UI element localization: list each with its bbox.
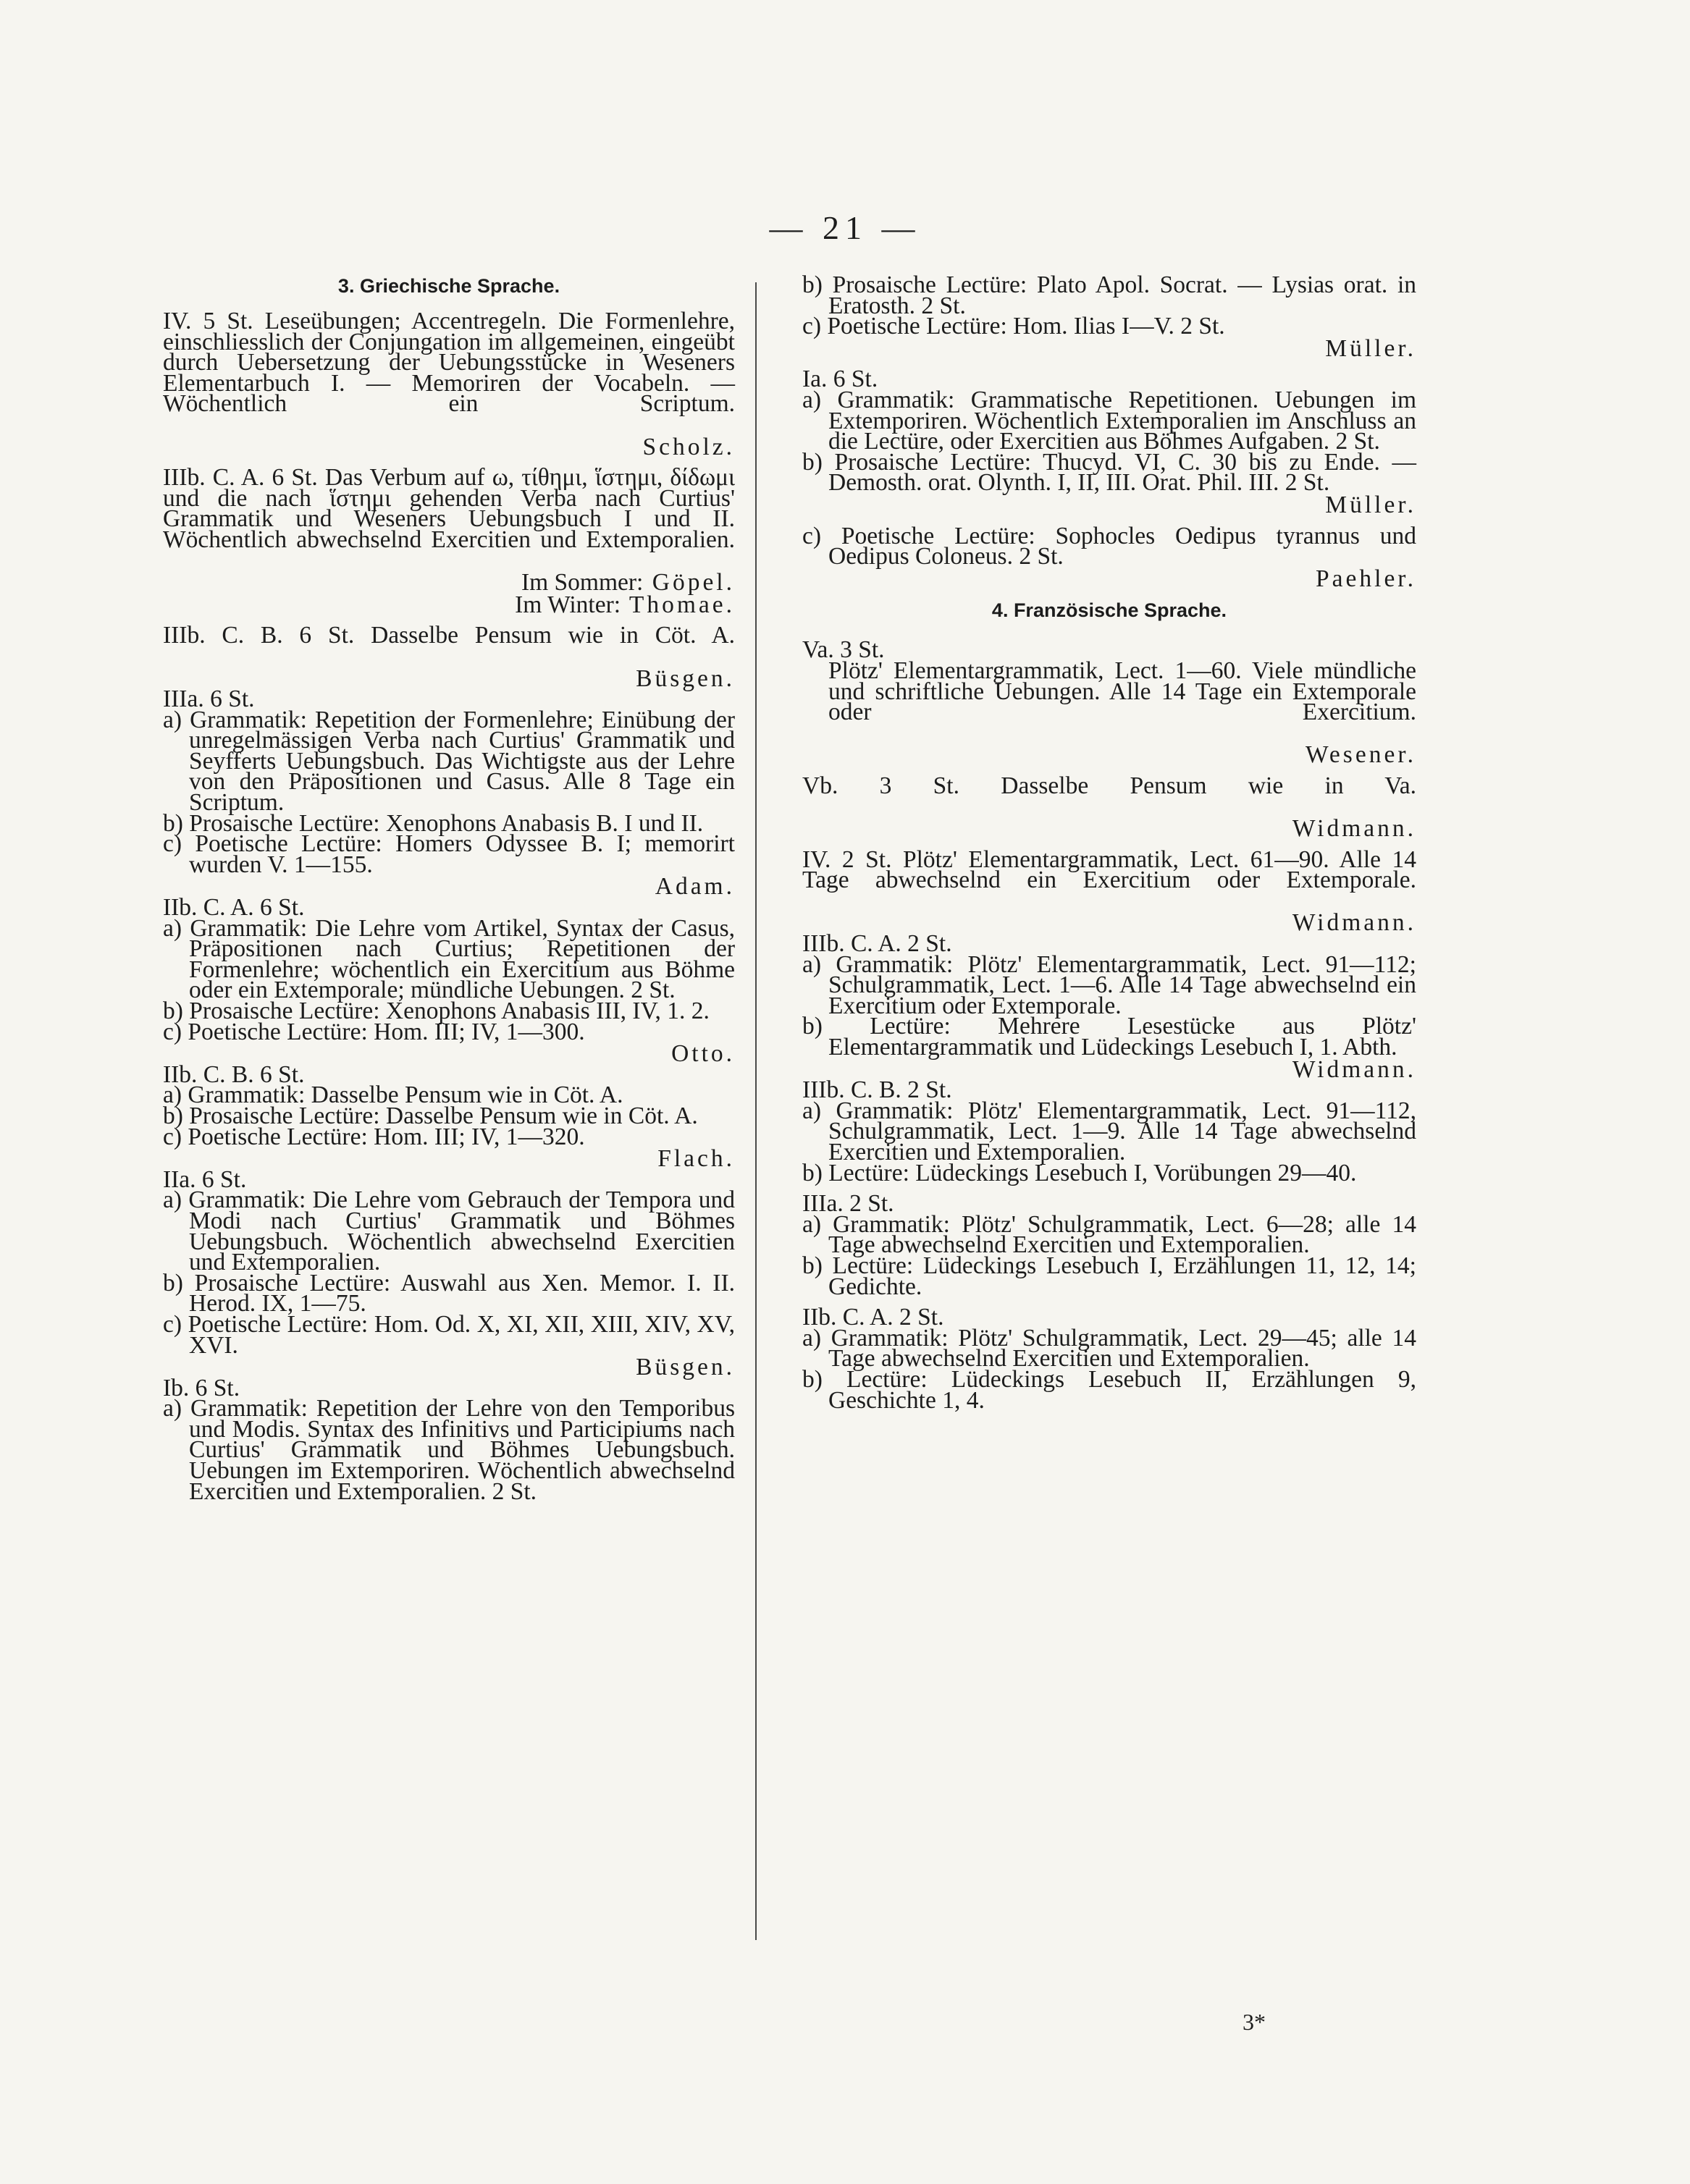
item-iiia-b: b) Lectüre: Lüdeckings Lesebuch I, Erzählungen 11, 12, 14; Gedichte. bbox=[802, 1252, 1416, 1300]
teacher-signature: Widmann. bbox=[1292, 1055, 1416, 1083]
section-head-iiib-ca: IIIb. C. A. 2 St. bbox=[802, 930, 952, 958]
item-iiib-ca-a: a) Grammatik: Plötz' Elementargrammatik, Lect. 91—112; Schulgrammatik, Lect. 1—6. Alle 14 Tage abwechselnd ein Exercitium oder Extemporale. bbox=[802, 950, 1416, 1019]
item-iiib-cb-b: b) Lectüre: Lüdeckings Lesebuch I, Vorübungen 29—40. bbox=[802, 1159, 1357, 1186]
item-iia-c: c) Poetische Lectüre: Hom. Od. X, XI, XII, XIII, XIV, XV, XVI. bbox=[163, 1310, 735, 1359]
paragraph-iiib-ca: IIIb. C. A. 6 St. Das Verbum auf ω, τίθημι, ἵστημι, δίδωμι und die nach ἵστημι gehenden Verba nach Curtius' Grammatik und Weseners Uebungsbuch I und II. Wöchentlich abwechselnd Exercitien und Extemporalien. bbox=[163, 464, 735, 553]
item-iiia-b: b) Prosaische Lectüre: Xenophons Anabasis B. I und II. bbox=[163, 809, 704, 837]
section-heading-greek: 3. Griechische Sprache. bbox=[337, 275, 560, 297]
item-iib-ca-c: c) Poetische Lectüre: Hom. III; IV, 1—300. bbox=[163, 1018, 585, 1045]
teacher-signature: Paehler. bbox=[1316, 565, 1416, 592]
item-iiia-a: a) Grammatik: Repetition der Formenlehre; Einübung der unregelmässigen Verba nach Curtius' Grammatik und Seyfferts Uebungsbuch. Das Wichtigste aus der Lehre von den Präpositionen und Casus. Alle 8 Tage ein Scriptum. bbox=[163, 706, 735, 817]
item-ib-b: b) Prosaische Lectüre: Plato Apol. Socrat. — Lysias orat. in Eratosth. 2 St. bbox=[802, 271, 1416, 319]
item-ia-c: c) Poetische Lectüre: Sophocles Oedipus tyrannus und Oedipus Coloneus. 2 St. bbox=[802, 522, 1416, 570]
item-iib-ca-b: b) Lectüre: Lüdeckings Lesebuch II, Erzählungen 9, Geschichte 1, 4. bbox=[802, 1365, 1416, 1414]
paragraph-iiib-cb: IIIb. C. B. 6 St. Dasselbe Pensum wie in Cöt. A. bbox=[163, 622, 735, 649]
column-divider bbox=[755, 282, 757, 1940]
folio-mark: 3* bbox=[1243, 2009, 1266, 2035]
item-ia-a: a) Grammatik: Grammatische Repetitionen. Uebungen im Extemporiren. Wöchentlich Extemporalien im Anschluss an die Lectüre, oder Exercitien aus Böhmes Aufgaben. 2 St. bbox=[802, 386, 1416, 455]
section-head-iiia: IIIa. 2 St. bbox=[802, 1190, 894, 1218]
item-ib-a: a) Grammatik: Repetition der Lehre von den Temporibus und Modis. Syntax des Infinitivs und Participiums nach Curtius' Grammatik und Böhmes Uebungsbuch. Uebungen im Extemporiren. Wöchentlich abwechselnd Exercitien und Extemporalien. 2 St. bbox=[163, 1395, 735, 1505]
section-head-iiia: IIIa. 6 St. bbox=[163, 686, 255, 713]
item-iib-ca-a: a) Grammatik: Die Lehre vom Artikel, Syntax der Casus, Präpositionen nach Curtius; Repetitionen der Formenlehre; wöchentlich ein Exercitium aus Böhme oder ein Extemporale; mündliche Uebungen. 2 St. bbox=[163, 914, 735, 1004]
item-iiia-c: c) Poetische Lectüre: Homers Odyssee B. I; memorirt wurden V. 1—155. bbox=[163, 830, 735, 878]
item-iiia-a: a) Grammatik: Plötz' Schulgrammatik, Lect. 6—28; alle 14 Tage abwechselnd Exercitien und Extemporalien. bbox=[802, 1210, 1416, 1259]
section-head-ib: Ib. 6 St. bbox=[163, 1374, 240, 1401]
teacher-signature: Adam. bbox=[655, 873, 735, 901]
item-ia-b: b) Prosaische Lectüre: Thucyd. VI, C. 30 bis zu Ende. — Demosth. orat. Olynth. I, II, III. Orat. Phil. III. 2 St. bbox=[802, 448, 1416, 497]
item-iib-cb-b: b) Prosaische Lectüre: Dasselbe Pensum wie in Cöt. A. bbox=[163, 1102, 698, 1129]
teacher-signature: Flach. bbox=[657, 1145, 735, 1173]
item-iiib-ca-b: b) Lectüre: Mehrere Lesestücke aus Plötz' Elementargrammatik und Lüdeckings Lesebuch I, 1. Abth. bbox=[802, 1013, 1416, 1061]
item-iib-ca-a: a) Grammatik: Plötz' Schulgrammatik, Lect. 29—45; alle 14 Tage abwechselnd Exercitien und Extemporalien. bbox=[802, 1324, 1416, 1373]
item-iia-b: b) Prosaische Lectüre: Auswahl aus Xen. Memor. I. II. Herod. IX, 1—75. bbox=[163, 1269, 735, 1317]
section-head-iia: IIa. 6 St. bbox=[163, 1165, 247, 1193]
item-iiib-cb-a: a) Grammatik: Plötz' Elementargrammatik, Lect. 91—112, Schulgrammatik, Lect. 1—9. Alle 14 Tage abwechselnd Exercitien und Extemporalien. bbox=[802, 1097, 1416, 1165]
teacher-signature: Otto. bbox=[671, 1040, 735, 1068]
section-head-iiib-cb: IIIb. C. B. 2 St. bbox=[802, 1076, 952, 1104]
section-head-iib-cb: IIb. C. B. 6 St. bbox=[163, 1061, 305, 1088]
page-number: — 21 — bbox=[769, 209, 921, 246]
teacher-signature-winter: Im Winter: Thomae. bbox=[515, 591, 735, 618]
teacher-signature: Wesener. bbox=[1305, 741, 1416, 769]
teacher-signature: Büsgen. bbox=[636, 665, 735, 692]
item-ib-c: c) Poetische Lectüre: Hom. Ilias I—V. 2 St. bbox=[802, 313, 1225, 340]
teacher-signature-sommer: Im Sommer: Göpel. bbox=[521, 569, 735, 596]
right-column bbox=[802, 271, 1416, 1414]
paragraph-iv: IV. 5 St. Leseübungen; Accentregeln. Die Formenlehre, einschliesslich der Conjungation im allgemeinen, eingeübt durch Uebersetzung der Uebungsstücke in Weseners Elementarbuch I. — Memoriren der Vocabeln. — Wöchentlich ein Scriptum. bbox=[163, 308, 735, 418]
paragraph-iv: IV. 2 St. Plötz' Elementargrammatik, Lect. 61—90. Alle 14 Tage abwechselnd ein Exercitium oder Extemporale. bbox=[802, 846, 1416, 894]
section-heading-french: 4. Französische Sprache. bbox=[991, 599, 1227, 622]
section-head-iib-ca: IIb. C. A. 2 St. bbox=[802, 1304, 944, 1331]
teacher-signature: Büsgen. bbox=[636, 1354, 735, 1381]
item-iia-a: a) Grammatik: Die Lehre vom Gebrauch der Tempora und Modi nach Curtius' Grammatik und Böhmes Uebungsbuch. Wöchentlich abwechselnd Exercitien und Extemporalien. bbox=[163, 1186, 735, 1276]
teacher-signature: Widmann. bbox=[1292, 815, 1416, 843]
paragraph-va: Plötz' Elementargrammatik, Lect. 1—60. Viele mündliche und schriftliche Uebungen. Alle 14 Tage ein Extemporale oder Exercitium. bbox=[828, 657, 1416, 726]
section-head-va: Va. 3 St. bbox=[802, 636, 885, 664]
paragraph-vb: Vb. 3 St. Dasselbe Pensum wie in Va. bbox=[802, 772, 1416, 799]
left-column bbox=[163, 275, 735, 1505]
teacher-signature: Scholz. bbox=[642, 433, 735, 460]
teacher-signature: Müller. bbox=[1325, 491, 1416, 518]
section-head-iib-ca: IIb. C. A. 6 St. bbox=[163, 894, 305, 922]
teacher-signature: Müller. bbox=[1325, 334, 1416, 362]
section-head-ia: Ia. 6 St. bbox=[802, 366, 878, 393]
teacher-signature: Widmann. bbox=[1292, 909, 1416, 937]
item-iib-cb-c: c) Poetische Lectüre: Hom. III; IV, 1—320. bbox=[163, 1123, 585, 1150]
item-iib-cb-a: a) Grammatik: Dasselbe Pensum wie in Cöt. A. bbox=[163, 1082, 623, 1109]
item-iib-ca-b: b) Prosaische Lectüre: Xenophons Anabasis III, IV, 1. 2. bbox=[163, 998, 710, 1024]
